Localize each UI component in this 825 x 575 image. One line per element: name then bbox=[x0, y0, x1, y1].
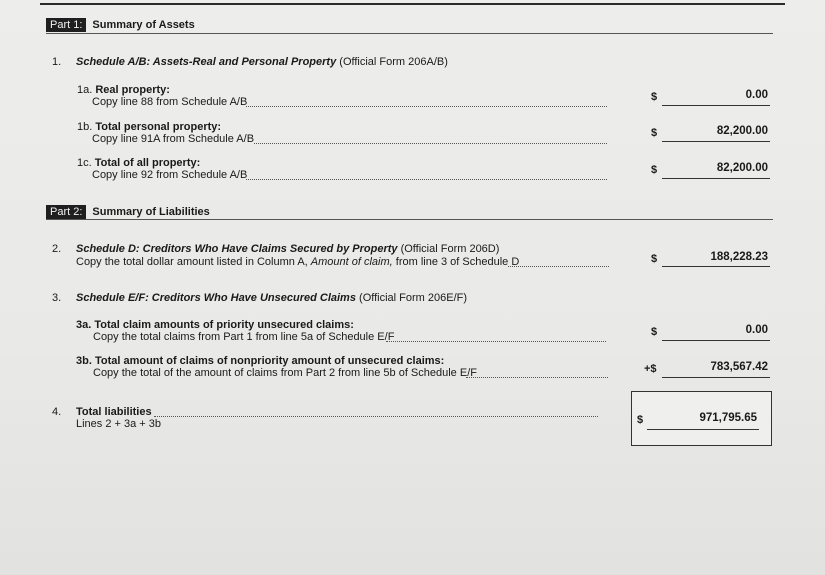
row-1b-label: Total personal property: bbox=[95, 121, 222, 133]
item1-number: 1. bbox=[52, 56, 62, 68]
row-1a-num: 1a. bbox=[77, 84, 93, 96]
part1-title: Summary of Assets bbox=[92, 19, 195, 31]
item2-title bbox=[76, 243, 499, 255]
item4-amount: 971,795.65 bbox=[699, 412, 757, 424]
item1-title bbox=[76, 56, 448, 68]
row-1a-amount-line bbox=[662, 105, 770, 106]
item3-title-italic: Schedule E/F: Creditors Who Have Unsecured Claims bbox=[76, 292, 356, 304]
row-1c-leader bbox=[246, 179, 607, 180]
row-3a-amount: 0.00 bbox=[745, 324, 768, 336]
row-3a-label: 3a. Total claim amounts of priority unsecured claims: bbox=[76, 319, 354, 331]
row-3b-amount: 783,567.42 bbox=[710, 361, 768, 373]
row-1a-desc: Copy line 88 from Schedule A/B bbox=[92, 96, 248, 108]
item2-dollar: $ bbox=[651, 253, 658, 265]
row-3a-leader bbox=[386, 341, 606, 342]
row-3a-desc: Copy the total claims from Part 1 from line 5a of Schedule E/F bbox=[93, 331, 395, 343]
part2-header bbox=[46, 205, 210, 219]
row-1c-label: Total of all property: bbox=[94, 157, 201, 169]
part2-tag: Part 2: bbox=[46, 205, 86, 219]
item3-number: 3. bbox=[52, 292, 62, 304]
row-1c-desc: Copy line 92 from Schedule A/B bbox=[92, 169, 248, 181]
row-3b-leader bbox=[466, 377, 608, 378]
part1-header bbox=[46, 18, 195, 32]
item3-title-rest: (Official Form 206E/F) bbox=[355, 292, 468, 304]
row-1a bbox=[77, 84, 247, 108]
row-1a-dollar: $ bbox=[651, 91, 658, 103]
item4-dollar: $ bbox=[637, 414, 644, 426]
row-1b bbox=[77, 121, 254, 145]
row-3b-amount-line bbox=[662, 377, 770, 378]
item2-amount: 188,228.23 bbox=[710, 251, 768, 263]
item2-desc-pre: Copy the total dollar amount listed in Column A, bbox=[76, 256, 311, 268]
row-3a-dollar: $ bbox=[651, 326, 658, 338]
item1-title-rest: (Official Form 206A/B) bbox=[336, 56, 448, 68]
row-1b-dollar: $ bbox=[651, 127, 658, 139]
item4-desc: Lines 2 + 3a + 3b bbox=[76, 418, 162, 430]
item2-amount-line bbox=[662, 266, 770, 267]
item2-title-rest: (Official Form 206D) bbox=[397, 243, 500, 255]
part2-title: Summary of Liabilities bbox=[92, 206, 210, 218]
item4-leader bbox=[154, 416, 598, 417]
item4-number: 4. bbox=[52, 406, 62, 418]
row-1c-amount-line bbox=[662, 178, 770, 179]
row-1b-amount: 82,200.00 bbox=[716, 125, 768, 137]
row-3b-label: 3b. Total amount of claims of nonpriority amount of unsecured claims: bbox=[76, 355, 445, 367]
item1-title-italic: Schedule A/B: Assets-Real and Personal Property bbox=[76, 56, 337, 68]
row-3b-dollar: +$ bbox=[644, 363, 657, 375]
item2-desc-italic: Amount of claim, bbox=[310, 256, 393, 268]
part1-tag: Part 1: bbox=[46, 18, 86, 32]
row-3b bbox=[76, 355, 477, 379]
item2-desc-post: from line 3 of Schedule D bbox=[392, 256, 520, 268]
row-3a-amount-line bbox=[662, 340, 770, 341]
row-1b-desc: Copy line 91A from Schedule A/B bbox=[92, 133, 255, 145]
row-3b-desc: Copy the total of the amount of claims from Part 2 from line 5b of Schedule E/F bbox=[93, 367, 477, 379]
row-1c-amount: 82,200.00 bbox=[716, 162, 768, 174]
item4-amount-line bbox=[647, 429, 759, 430]
item2-number: 2. bbox=[52, 243, 62, 255]
row-1c bbox=[77, 157, 247, 181]
row-1a-amount: 0.00 bbox=[745, 89, 768, 101]
item4-label: Total liabilities bbox=[76, 406, 152, 418]
item2-desc bbox=[76, 256, 519, 268]
row-1a-label: Real property: bbox=[95, 84, 170, 96]
row-1b-num: 1b. bbox=[77, 121, 93, 133]
item4 bbox=[76, 406, 161, 430]
part1-divider bbox=[46, 33, 773, 34]
part2-divider bbox=[46, 219, 773, 220]
row-1c-dollar: $ bbox=[651, 164, 658, 176]
top-rule bbox=[40, 3, 785, 5]
item2-leader bbox=[508, 266, 609, 267]
row-1b-amount-line bbox=[662, 141, 770, 142]
row-1a-leader bbox=[246, 106, 607, 107]
item2-title-italic: Schedule D: Creditors Who Have Claims Secured by Property bbox=[76, 243, 398, 255]
item3-title bbox=[76, 292, 467, 304]
row-3a bbox=[76, 319, 394, 343]
row-1b-leader bbox=[254, 143, 607, 144]
row-1c-num: 1c. bbox=[77, 157, 92, 169]
